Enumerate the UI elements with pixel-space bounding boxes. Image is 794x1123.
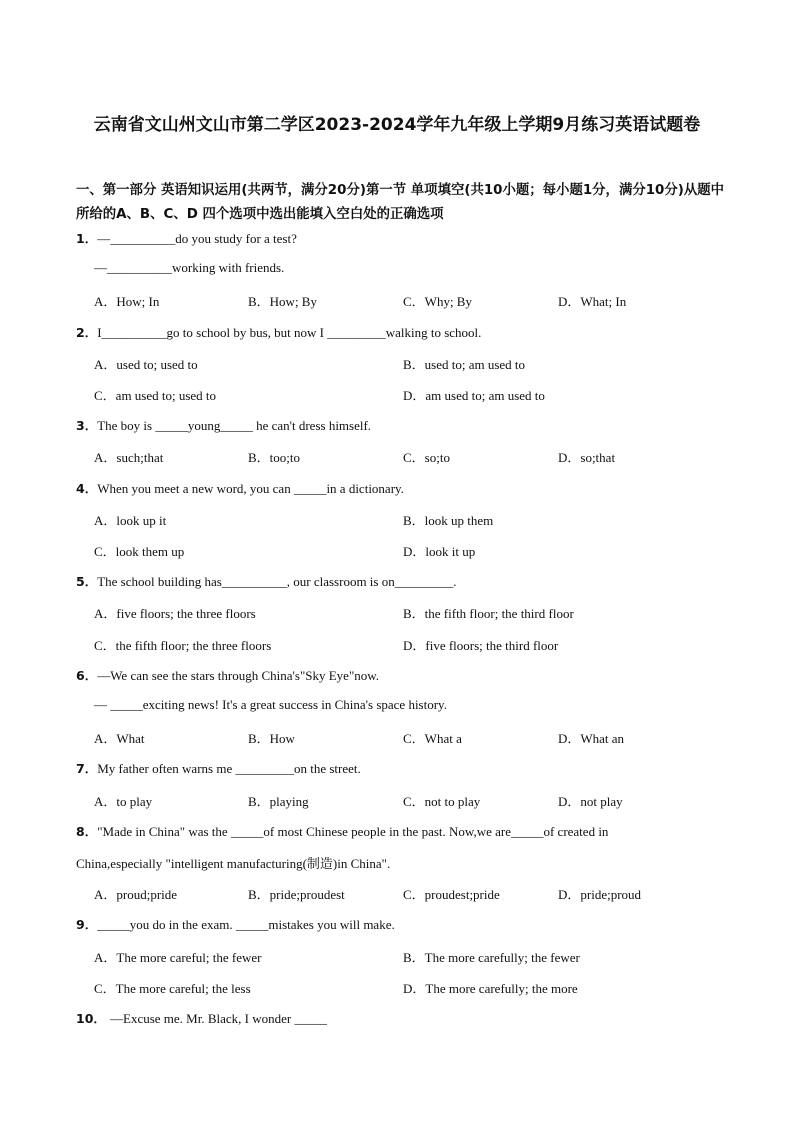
question-number: 9．: [76, 917, 98, 932]
option-a[interactable]: A．The more careful; the fewer: [94, 950, 262, 965]
option-b[interactable]: B．How: [248, 731, 295, 746]
option-c[interactable]: C．look them up: [94, 544, 185, 559]
question-stem: The boy is _____young_____ he can't dress himself.: [97, 418, 372, 433]
option-b[interactable]: B．look up them: [403, 513, 494, 528]
option-b[interactable]: B．too;to: [248, 450, 301, 465]
option-d[interactable]: D．not play: [558, 794, 623, 809]
option-b[interactable]: B．the fifth floor; the third floor: [403, 606, 574, 621]
question-number: 3．: [76, 418, 98, 433]
question-number: 10．: [76, 1011, 106, 1026]
option-b[interactable]: B．How; By: [248, 294, 317, 309]
question-number: 1．: [76, 231, 98, 246]
question-stem: —Excuse me. Mr. Black, I wonder _____: [110, 1011, 327, 1026]
question-stem-line: —__________working with friends.: [94, 260, 285, 275]
option-c[interactable]: C．the fifth floor; the three floors: [94, 638, 272, 653]
option-b[interactable]: B．playing: [248, 794, 309, 809]
option-a[interactable]: A．How; In: [94, 294, 160, 309]
option-b[interactable]: B．used to; am used to: [403, 357, 526, 372]
question-4: [76, 479, 404, 497]
question-stem: _____you do in the exam. _____mistakes you will make.: [97, 917, 395, 932]
question-10: [76, 1009, 327, 1027]
option-c[interactable]: C．proudest;pride: [403, 887, 500, 902]
question-number: 4．: [76, 481, 98, 496]
question-stem-line: China,especially "intelligent manufacturing(制造)in China".: [76, 856, 391, 871]
option-a[interactable]: A．used to; used to: [94, 357, 198, 372]
option-d[interactable]: D．so;that: [558, 450, 616, 465]
question-5: [76, 572, 456, 590]
option-c[interactable]: C．What a: [403, 731, 462, 746]
question-stem: The school building has__________, our classroom is on_________.: [97, 574, 457, 589]
question-stem: —We can see the stars through China's"Sky Eye"now.: [97, 668, 380, 683]
question-1: [76, 229, 297, 247]
option-c[interactable]: C．not to play: [403, 794, 481, 809]
section-header: 一、第一部分 英语知识运用(共两节，满分20分)第一节 单项填空(共10小题；每小题1分，满分10分)从题中所给的A、B、C、D 四个选项中选出能填入空白处的正确选项: [76, 183, 725, 222]
option-c[interactable]: C．The more careful; the less: [94, 981, 251, 996]
question-8: [76, 822, 608, 840]
question-number: 6．: [76, 668, 98, 683]
question-stem-line: — _____exciting news! It's a great success in China's space history.: [94, 697, 447, 712]
option-a[interactable]: A．to play: [94, 794, 153, 809]
option-d[interactable]: D．look it up: [403, 544, 476, 559]
question-number: 7．: [76, 761, 98, 776]
question-number: 5．: [76, 574, 98, 589]
option-c[interactable]: C．am used to; used to: [94, 388, 217, 403]
option-d[interactable]: D．pride;proud: [558, 887, 642, 902]
option-b[interactable]: B．The more carefully; the fewer: [403, 950, 580, 965]
question-stem: I__________go to school by bus, but now I _________walking to school.: [97, 325, 482, 340]
question-2: [76, 323, 481, 341]
option-a[interactable]: A．five floors; the three floors: [94, 606, 256, 621]
option-d[interactable]: D．five floors; the third floor: [403, 638, 559, 653]
question-stem: When you meet a new word, you can _____in a dictionary.: [97, 481, 404, 496]
option-c[interactable]: C．Why; By: [403, 294, 472, 309]
question-number: 2．: [76, 325, 98, 340]
question-3: [76, 416, 371, 434]
option-d[interactable]: D．What an: [558, 731, 625, 746]
question-9: [76, 915, 395, 933]
question-stem: "Made in China" was the _____of most Chinese people in the past. Now,we are_____of created in: [97, 824, 609, 839]
question-stem: My father often warns me _________on the street.: [97, 761, 361, 776]
option-a[interactable]: A．What: [94, 731, 145, 746]
option-c[interactable]: C．so;to: [403, 450, 450, 465]
question-stem: —__________do you study for a test?: [97, 231, 297, 246]
option-d[interactable]: D．am used to; am used to: [403, 388, 545, 403]
option-d[interactable]: D．The more carefully; the more: [403, 981, 578, 996]
document-title: 云南省文山州文山市第二学区2023-2024学年九年级上学期9月练习英语试题卷: [93, 115, 701, 135]
option-a[interactable]: A．such;that: [94, 450, 164, 465]
question-number: 8．: [76, 824, 98, 839]
option-d[interactable]: D．What; In: [558, 294, 627, 309]
option-a[interactable]: A．proud;pride: [94, 887, 178, 902]
question-7: [76, 759, 361, 777]
option-b[interactable]: B．pride;proudest: [248, 887, 345, 902]
question-6: [76, 666, 379, 684]
option-a[interactable]: A．look up it: [94, 513, 167, 528]
